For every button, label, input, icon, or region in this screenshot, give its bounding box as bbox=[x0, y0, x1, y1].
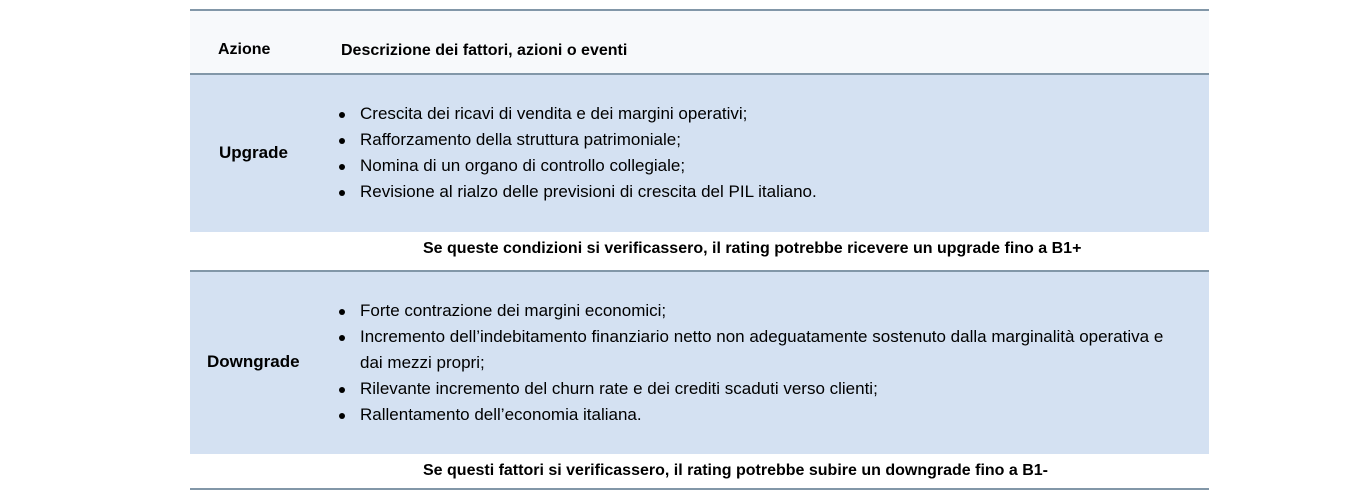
bullet-icon bbox=[339, 335, 345, 341]
bullet-icon bbox=[339, 112, 345, 118]
upgrade-summary: Se queste condizioni si verificassero, il rating potrebbe ricevere un upgrade fino a B1+ bbox=[423, 240, 1082, 257]
downgrade-section bbox=[190, 272, 1209, 454]
list-item: Rallentamento dell’economia italiana. bbox=[360, 402, 1180, 428]
list-item: Forte contrazione dei margini economici; bbox=[360, 298, 1180, 324]
downgrade-summary: Se questi fattori si verificassero, il rating potrebbe subire un downgrade fino a B1- bbox=[423, 462, 1049, 479]
upgrade-label: Upgrade bbox=[219, 143, 288, 162]
upgrade-factor-list bbox=[360, 101, 1180, 205]
header-action: Azione bbox=[218, 41, 271, 58]
list-item: Incremento dell’indebitamento finanziario netto non adeguatamente sostenuto dalla marginalità operativa e dai mezzi propri; bbox=[360, 324, 1180, 376]
bullet-icon bbox=[339, 190, 345, 196]
list-item: Revisione al rialzo delle previsioni di crescita del PIL italiano. bbox=[360, 179, 1180, 205]
downgrade-label: Downgrade bbox=[207, 352, 300, 371]
upgrade-summary-row bbox=[190, 232, 1209, 270]
bullet-icon bbox=[339, 309, 345, 315]
bullet-icon bbox=[339, 413, 345, 419]
list-item: Crescita dei ricavi di vendita e dei margini operativi; bbox=[360, 101, 1180, 127]
upgrade-section bbox=[190, 75, 1209, 232]
bullet-icon bbox=[339, 387, 345, 393]
bottom-rule bbox=[190, 488, 1209, 490]
rating-factors-table bbox=[190, 9, 1209, 490]
table-header-row bbox=[190, 11, 1209, 73]
bullet-icon bbox=[339, 138, 345, 144]
downgrade-factor-list bbox=[360, 298, 1180, 428]
list-item: Rilevante incremento del churn rate e dei crediti scaduti verso clienti; bbox=[360, 376, 1180, 402]
list-item: Rafforzamento della struttura patrimoniale; bbox=[360, 127, 1180, 153]
downgrade-summary-row bbox=[190, 454, 1209, 488]
list-item: Nomina di un organo di controllo collegiale; bbox=[360, 153, 1180, 179]
bullet-icon bbox=[339, 164, 345, 170]
header-description: Descrizione dei fattori, azioni o eventi bbox=[341, 42, 628, 59]
